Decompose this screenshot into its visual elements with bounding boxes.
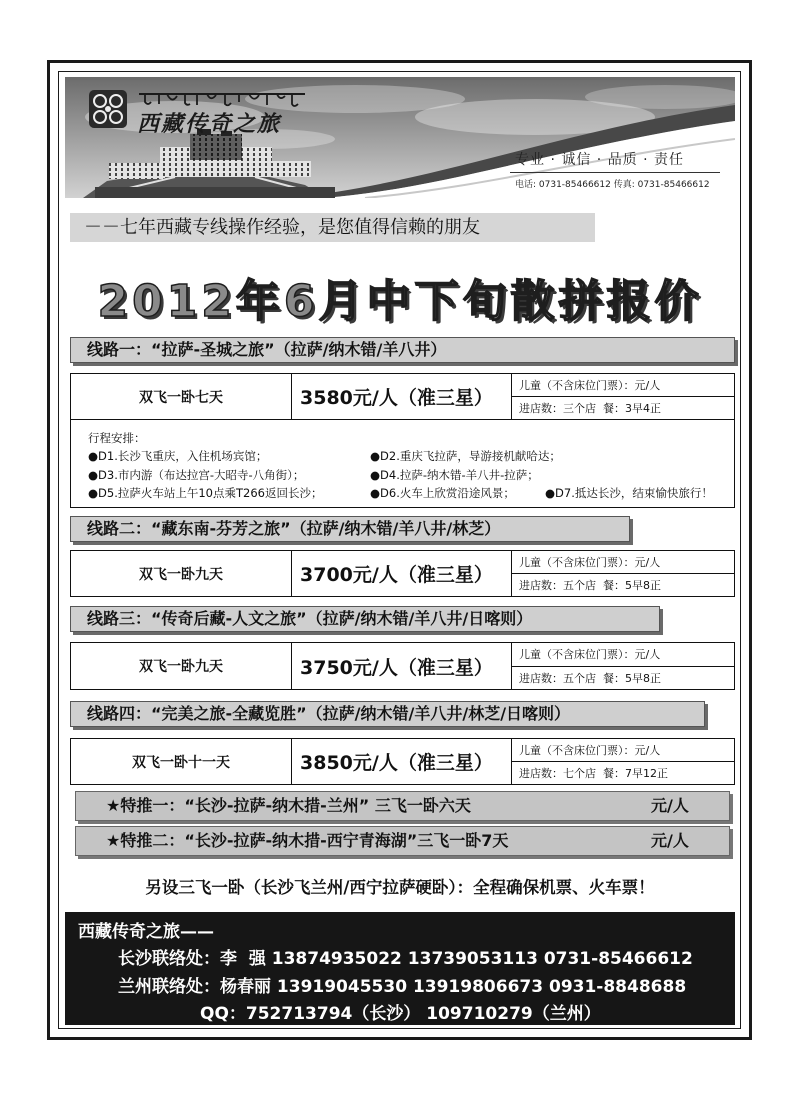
itinerary-day: ●D1.长沙飞重庆，入住机场宾馆； [88, 449, 268, 463]
route-1-price-box [70, 373, 735, 420]
route-2-price-box [70, 550, 735, 597]
page-title: 2012年6月中下旬散拼报价 [97, 276, 703, 327]
special-offer-text: ★特推一：“长沙-拉萨-纳木措-兰州” 三飞一卧六天 [106, 796, 471, 815]
route-4-header: 线路四：“完美之旅-全藏览胜”（拉萨/纳木错/羊八井/林芝/日喀则） [70, 701, 705, 727]
route-1-header: 线路一：“拉萨-圣城之旅”（拉萨/纳木错/羊八井） [70, 337, 735, 363]
contact-lanzhou: 兰州联络处：杨春丽 13919045530 13919806673 0931-8848688 [118, 977, 687, 997]
special-offer-text: ★特推二：“长沙-拉萨-纳木措-西宁青海湖”三飞一卧7天 [106, 831, 509, 850]
itinerary-day: ●D5.拉萨火车站上午10点乘T266返回长沙； [88, 486, 323, 500]
special-offer-1 [75, 791, 730, 821]
itinerary-day: ●D3.市内游（布达拉宫-大昭寺-八角街）； [88, 468, 305, 482]
child-price: 儿童（不含床位门票）：元/人 [512, 739, 734, 762]
route-price: 3850元/人（准三星） [292, 739, 512, 784]
child-price: 儿童（不含床位门票）：元/人 [512, 643, 734, 667]
route-price: 3580元/人（准三星） [292, 374, 512, 419]
itinerary-day: ●D6.火车上欣赏沿途风景； [370, 486, 515, 500]
itinerary-day: ●D7.抵达长沙，结束愉快旅行！ [545, 486, 713, 500]
route-duration: 双飞一卧九天 [71, 551, 292, 596]
special-offer-price: 元/人 [651, 831, 689, 850]
child-price: 儿童（不含床位门票）：元/人 [512, 551, 734, 574]
shops-meals: 进店数：五个店 餐：5早8正 [519, 671, 661, 685]
contact-qq: QQ：752713794（长沙） 109710279（兰州） [200, 1004, 601, 1024]
knot-logo-icon [88, 89, 128, 129]
route-price: 3750元/人（准三星） [292, 643, 512, 689]
itinerary-label: 行程安排： [88, 431, 146, 445]
route-duration: 双飞一卧七天 [71, 374, 292, 419]
divider [510, 172, 720, 173]
itinerary-day: ●D4.拉萨-纳木错-羊八井-拉萨； [370, 468, 539, 482]
ticket-note: 另设三飞一卧（长沙飞兰州/西宁拉萨硬卧）：全程确保机票、火车票！ [145, 878, 655, 897]
route-3-price-box [70, 642, 735, 690]
slogan-bar: －－七年西藏专线操作经验，是您值得信赖的朋友 [70, 213, 595, 242]
route-4-price-box [70, 738, 735, 785]
header-banner [65, 77, 735, 198]
route-info [512, 643, 734, 689]
special-offer-price: 元/人 [651, 796, 689, 815]
route-duration: 双飞一卧九天 [71, 643, 292, 689]
special-offer-2 [75, 826, 730, 856]
route-2-header: 线路二：“藏东南-芬芳之旅”（拉萨/纳木错/羊八井/林芝） [70, 516, 630, 542]
shops-meals: 进店数：七个店 餐：7早12正 [519, 767, 668, 780]
contact-box [65, 912, 735, 1025]
route-3-header: 线路三：“传奇后藏-人文之旅”（拉萨/纳木错/羊八井/日喀则） [70, 606, 660, 632]
route-info [512, 551, 734, 596]
route-duration: 双飞一卧十一天 [71, 739, 292, 784]
shops-meals: 进店数：三个店 餐：3早4正 [519, 402, 661, 415]
motto-text: 专业 · 诚信 · 品质 · 责任 [515, 152, 685, 168]
route-price: 3700元/人（准三星） [292, 551, 512, 596]
route-info [512, 739, 734, 784]
logo-name: 西藏传奇之旅 [137, 111, 282, 137]
itinerary-day: ●D2.重庆飞拉萨，导游接机献哈达； [370, 449, 561, 463]
phone-fax-line: 电话: 0731-85466612 传真: 0731-85466612 [515, 180, 710, 190]
contact-heading: 西藏传奇之旅—— [78, 922, 214, 942]
child-price: 儿童（不含床位门票）：元/人 [512, 374, 734, 397]
shops-meals: 进店数：五个店 餐：5早8正 [519, 579, 661, 592]
tibetan-script-logo [137, 89, 307, 109]
contact-changsha: 长沙联络处：李 强 13874935022 13739053113 0731-85466612 [118, 949, 693, 969]
route-info [512, 374, 734, 419]
